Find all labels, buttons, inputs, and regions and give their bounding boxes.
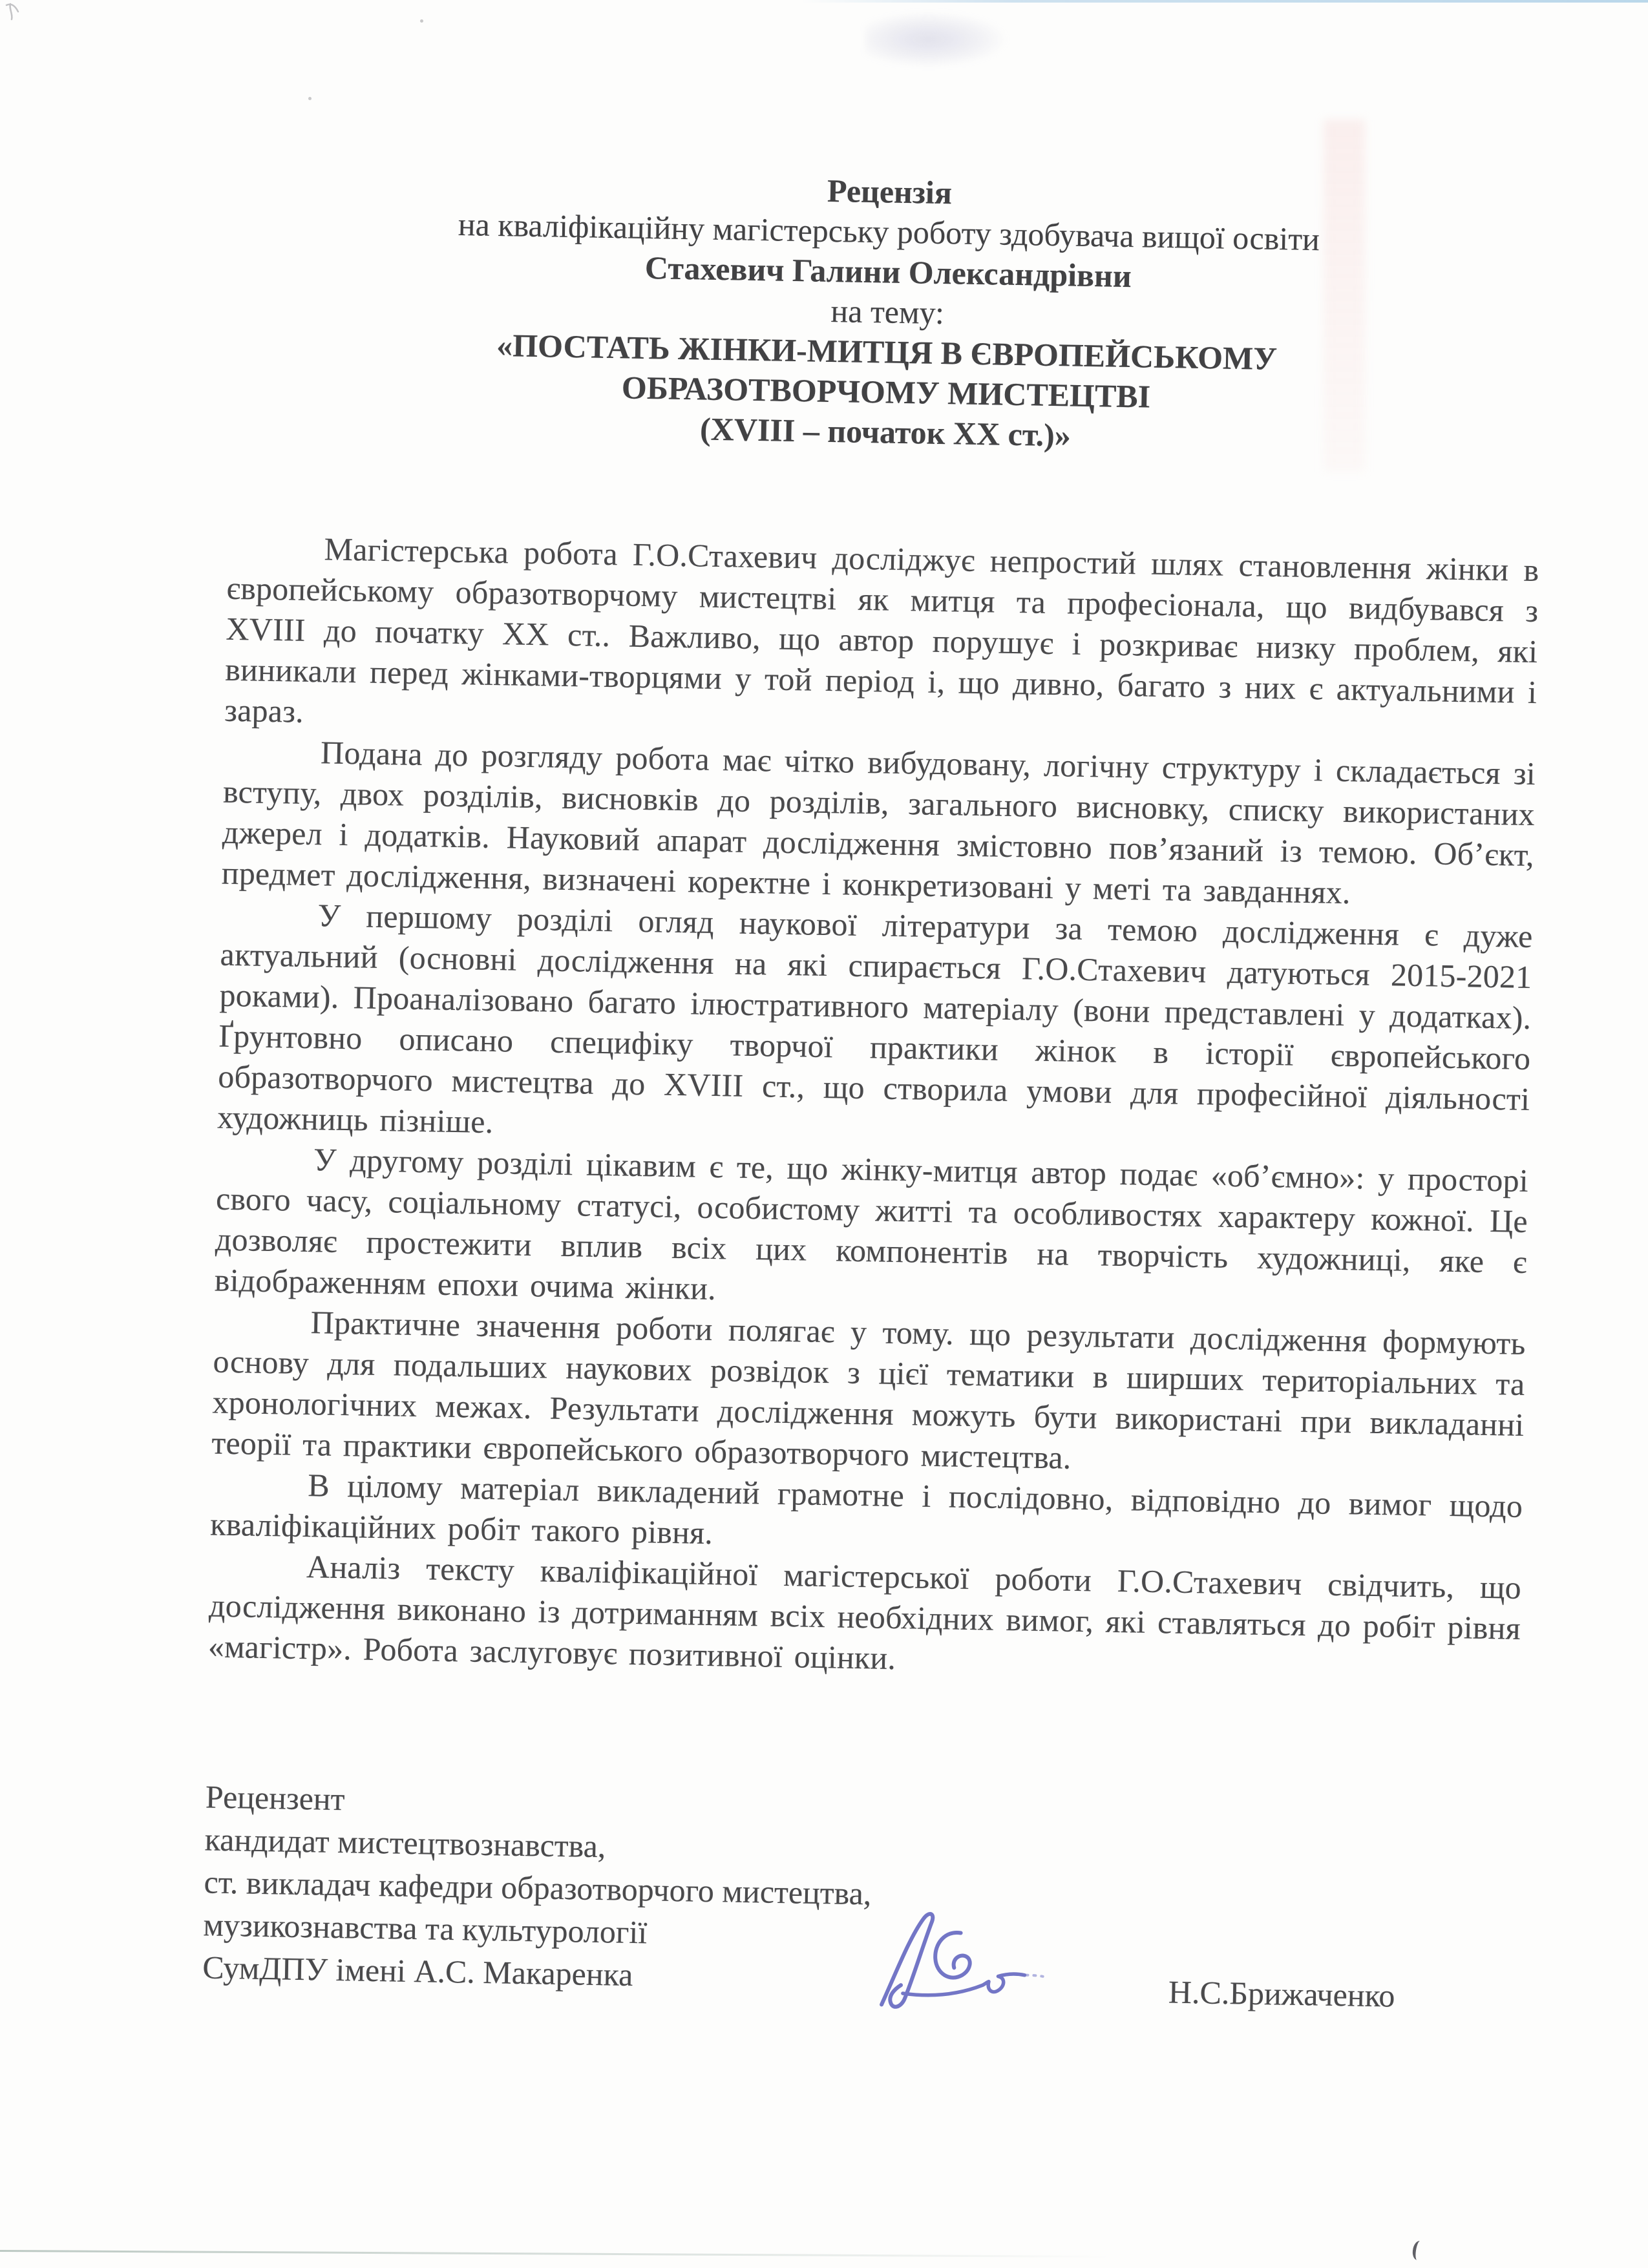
- reviewer-label: Рецензент: [205, 1778, 346, 1818]
- title-subtitle: на кваліфікаційну магістерську роботу здобувача вищої освіти: [458, 205, 1320, 258]
- review-body: [207, 527, 1539, 1690]
- thesis-title-line-1: «ПОСТАТЬ ЖІНКИ-МИТЦЯ В ЄВРОПЕЙСЬКОМУ: [496, 326, 1278, 377]
- body-paragraph-7: Аналіз тексту кваліфікаційної магістерської роботи Г.О.Стахевич свідчить, що дослідження виконано із дотриманням всіх необхідних вимог, які ставляться до робіт рівня «магістр». Робота заслуговує позитивної оцінки.: [207, 1548, 1522, 1677]
- review-content: [200, 160, 1546, 2160]
- scan-speck: [420, 19, 423, 23]
- scan-speck: [308, 97, 312, 100]
- scan-smudge: [865, 12, 1007, 67]
- body-paragraph-6: В цілому матеріал викладений грамотне і послідовно, відповідно до вимог щодо кваліфікаційних робіт такого рівня.: [209, 1467, 1523, 1551]
- document-title: Рецензія: [827, 172, 953, 211]
- scan-bottom-line-artifact: [0, 2250, 1112, 2258]
- thesis-title-line-2: ОБРАЗОТВОРЧОМУ МИСТЕЦТВІ: [621, 369, 1151, 415]
- title-block: [229, 160, 1546, 463]
- reviewer-degree: кандидат мистецтвознавства,: [204, 1821, 606, 1865]
- corner-scratch-mark: [4, 1, 35, 27]
- scan-ink-mark: [1411, 2240, 1426, 2261]
- handwritten-signature: [867, 1895, 1050, 2028]
- student-name: Стахевич Галини Олександрівни: [644, 249, 1132, 295]
- reviewer-department: музикознавства та культурології: [203, 1906, 648, 1951]
- scanner-edge-artifact: [801, 0, 1648, 3]
- body-paragraph-3: У першому розділі огляд наукової літератури за темою дослідження є дуже актуальний (основні дослідження на які спирається Г.О.Стахевич датуються 2015-2021 роками). Проаналізовано багато ілюстративного матеріалу (вони представлені у додатках). Ґрунтовно описано специфіку творчої практики жінок в історії європейського образотворчого мистецтва до XVIII ст., що створила умови для професійної діяльності художниць пізніше.: [217, 897, 1534, 1140]
- body-paragraph-2: Подана до розгляду робота має чітко вибудовану, логічну структуру і складається зі вступу, двох розділів, висновків до розділів, загального висновку, списку використаних джерел і додатків. Науковий апарат дослідження змістовно пов’язаний із темою. Об’єкт, предмет дослідження, визначені коректне і конкретизовані у меті та завданнях.: [221, 734, 1536, 911]
- signature-block: [200, 1775, 1517, 2159]
- body-paragraph-1: Магістерська робота Г.О.Стахевич досліджує непростий шлях становлення жінки в європейському образотворчому мистецтві як митця та професіонала, що видбувався з XVIII до початку XX ст.. Важливо, що автор порушує і розкриває низку проблем, які виникали перед жінками-творцями у той період і, що дивно, багато з них є актуальними і зараз.: [224, 530, 1539, 730]
- reviewer-position: ст. викладач кафедри образотворчого мистецтва,: [204, 1864, 872, 1912]
- reviewer-university: СумДПУ імені А.С. Макаренка: [202, 1949, 633, 1993]
- theme-label: на тему:: [830, 292, 945, 331]
- reviewer-signature-name: Н.С.Брижаченко: [1168, 1973, 1395, 2014]
- body-paragraph-5: Практичне значення роботи полягає у тому. що результати дослідження формують основу для подальших наукових розвідок з цієї тематики в ширших територіальних та хронологічних межах. Результати дослідження можуть бути використані при викладанні теорії та практики європейського образотворчого мистецтва.: [211, 1304, 1527, 1476]
- body-paragraph-4: У другому розділі цікавим є те, що жінку-митця автор подає «об’ємно»: у просторі свого часу, соціальному статусі, особистому житті та особливостях характеру кожної. Це дозволяє простежити вплив всіх цих компонентів на творчість художниці, яке є відображенням епохи очима жінки.: [214, 1141, 1529, 1307]
- thesis-title-line-3: (XVIII – початок XX ст.)»: [699, 410, 1072, 454]
